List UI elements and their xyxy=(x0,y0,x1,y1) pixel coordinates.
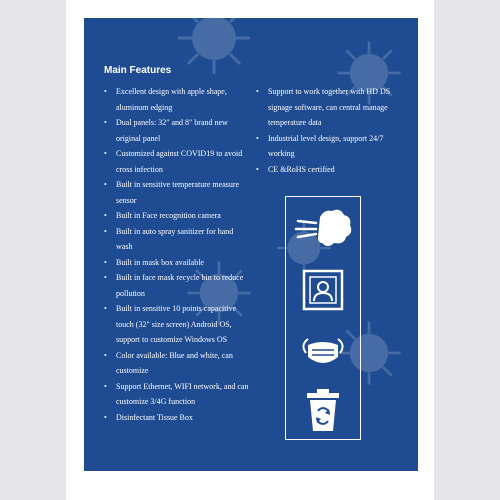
feature-panel xyxy=(84,18,418,471)
right-feature-list xyxy=(256,84,406,177)
list-item: • Built in mask box available xyxy=(104,255,250,271)
list-item: • Dual panels: 32" and 8" brand new original panel xyxy=(104,115,250,146)
list-item: • Customized against COVID19 to avoid cross infection xyxy=(104,146,250,177)
list-item: • Excellent design with apple shape, aluminum edging xyxy=(104,84,250,115)
list-item: • Support to work together with HD DS signage software, can central manage temperature data xyxy=(256,84,406,131)
main-features-heading: Main Features xyxy=(104,65,172,76)
spray-icon xyxy=(294,207,352,247)
face-recognition-icon xyxy=(302,269,344,311)
list-item: • Built in Face recognition camera xyxy=(104,208,250,224)
recycle-bin-icon xyxy=(305,389,341,433)
list-item: • Built in auto spray sanitizer for hand wash xyxy=(104,224,250,255)
list-item: • Built in sensitive 10 points capacitive touch (32" size screen) Android OS, support to customize Windows OS xyxy=(104,301,250,348)
list-item: • Disinfectant Tissue Box xyxy=(104,410,250,426)
left-feature-list xyxy=(104,84,250,425)
feature-icon-box xyxy=(285,196,361,440)
list-item: • Support Ethernet, WIFI network, and can customize 3/4G function xyxy=(104,379,250,410)
list-item: • Color available: Blue and white, can customize xyxy=(104,348,250,379)
face-mask-icon xyxy=(298,331,348,375)
list-item: • Built in face mask recycle bin to reduce pollution xyxy=(104,270,250,301)
list-item: • Built in sensitive temperature measure sensor xyxy=(104,177,250,208)
list-item: • CE &RoHS certified xyxy=(256,162,406,178)
list-item: • Industrial level design, support 24/7 working xyxy=(256,131,406,162)
